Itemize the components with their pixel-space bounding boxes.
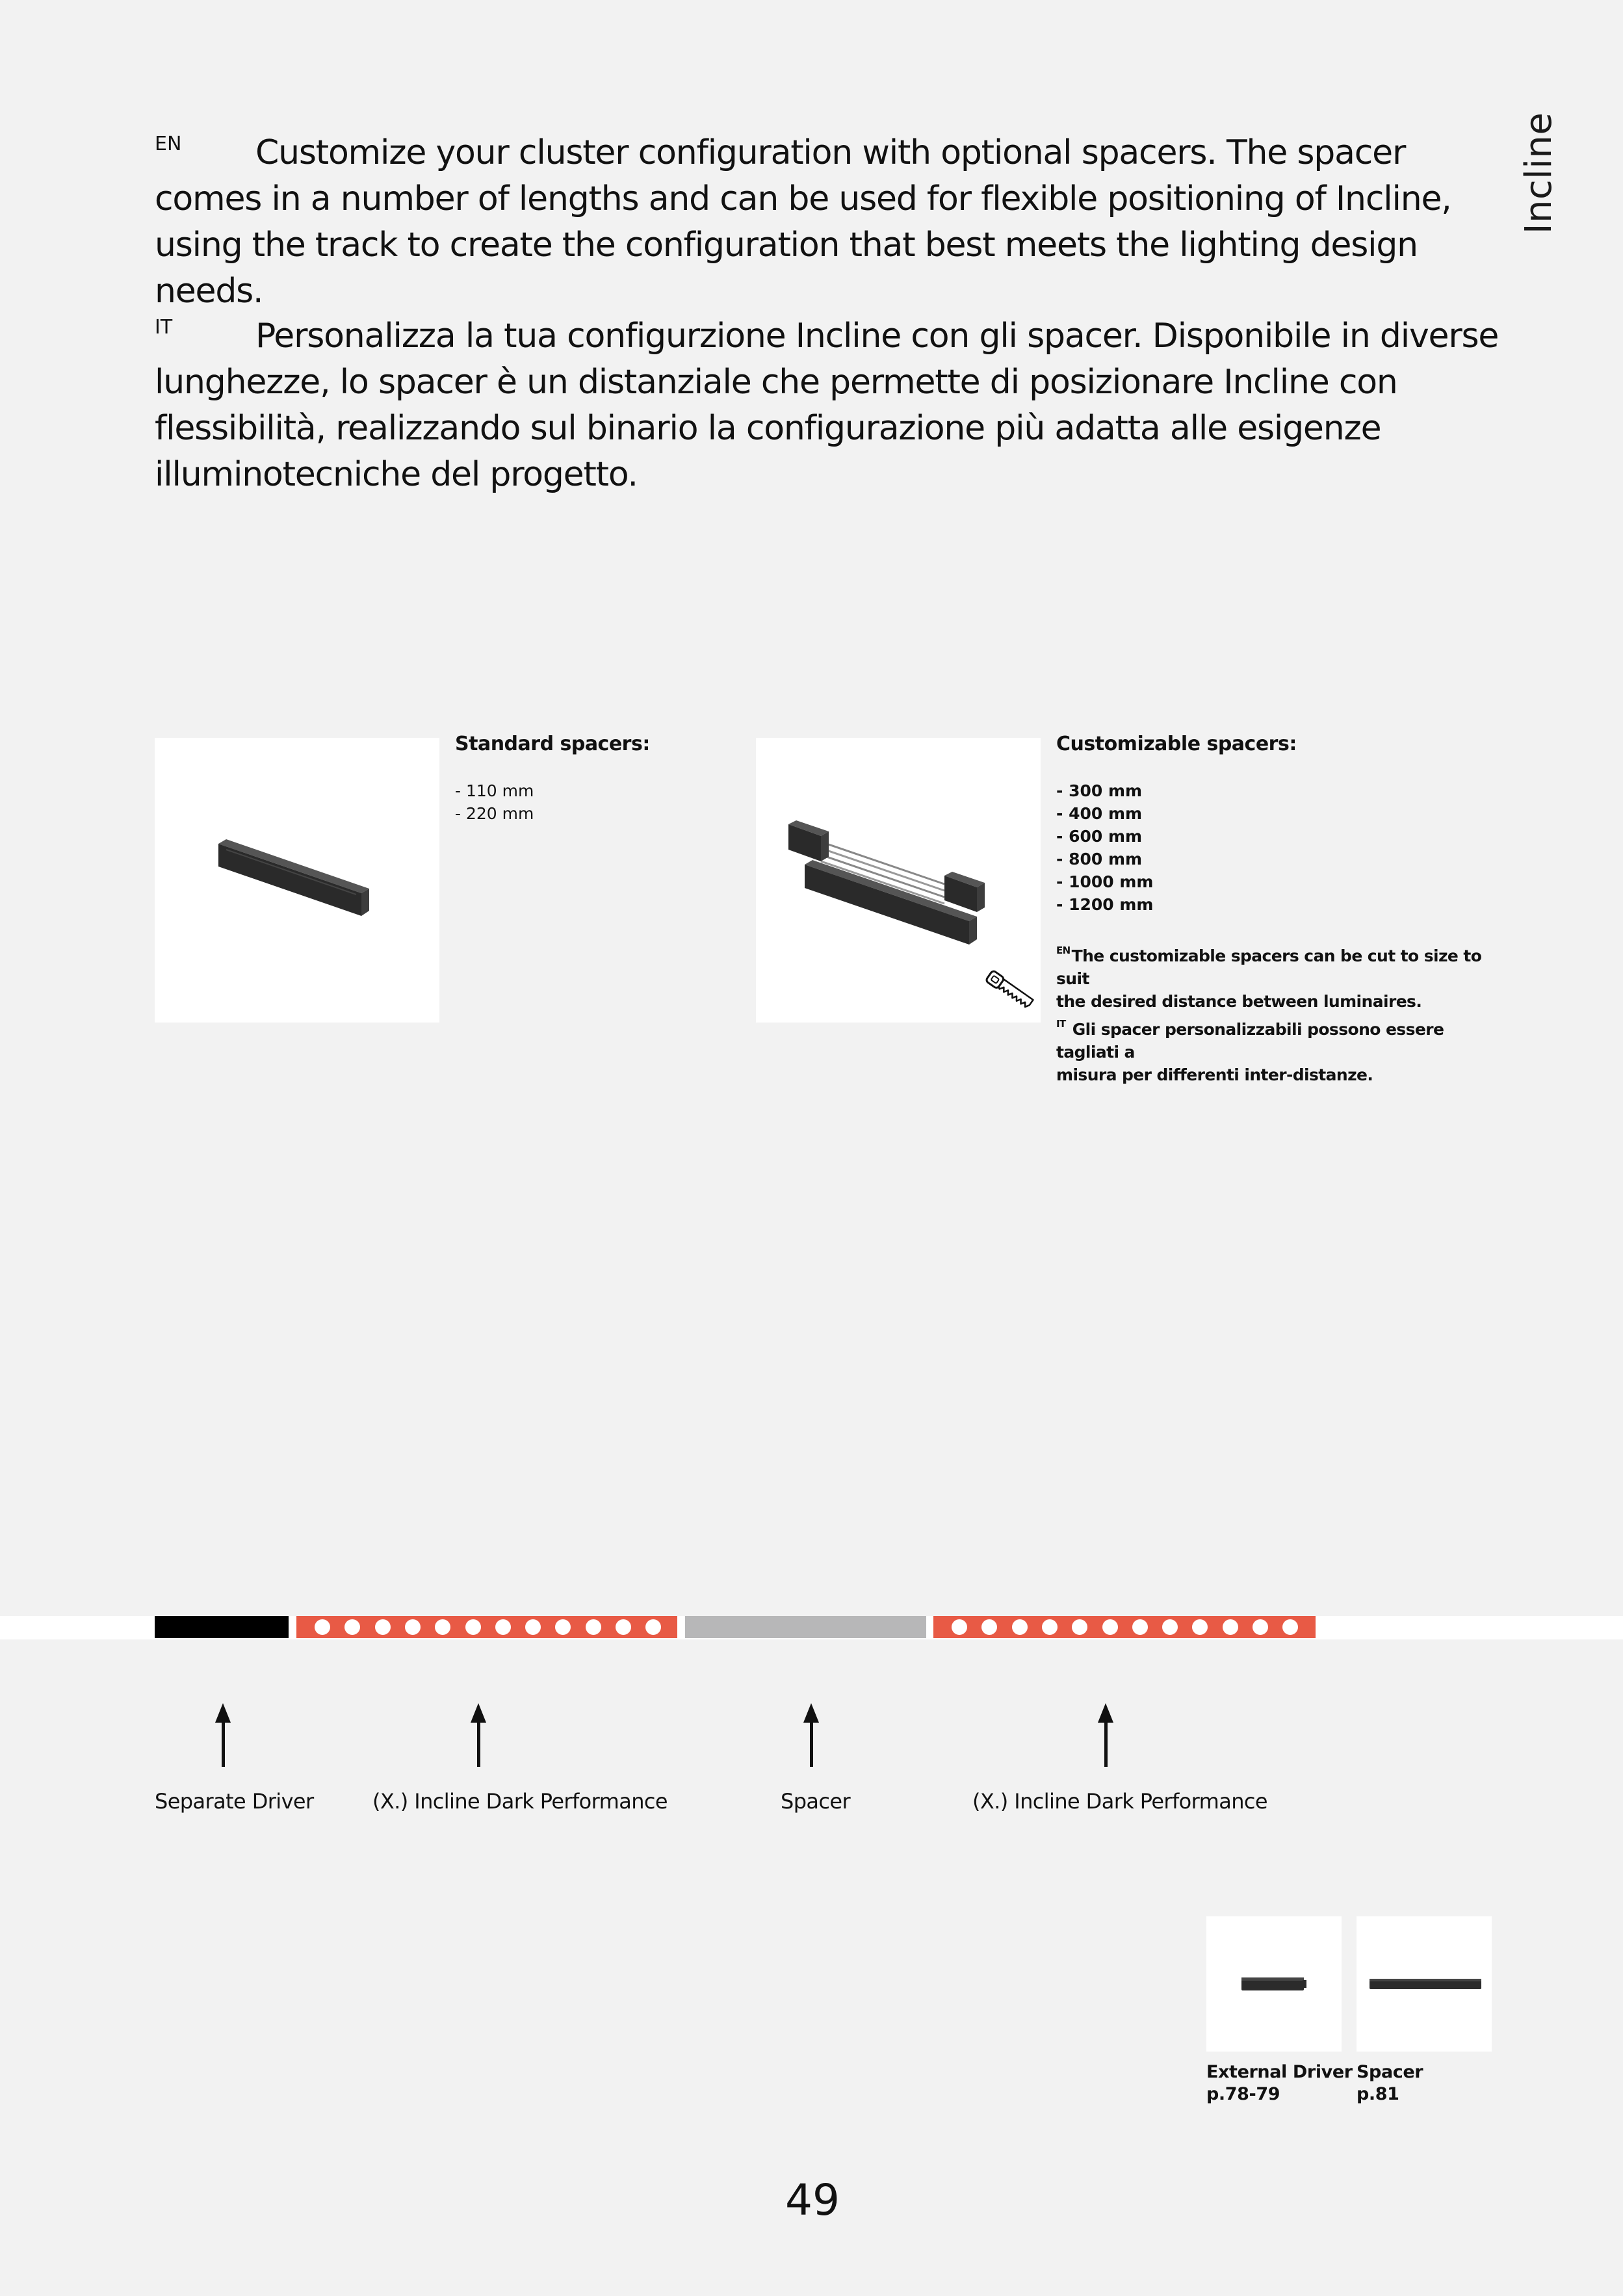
spacer-segment — [685, 1616, 926, 1638]
led-dot — [1223, 1619, 1238, 1635]
led-dot — [616, 1619, 631, 1635]
led-dot — [1253, 1619, 1268, 1635]
lang-tag-en: EN — [1056, 945, 1071, 956]
lang-tag-it: IT — [155, 316, 173, 339]
ref-spacer[interactable] — [1357, 2061, 1423, 2106]
intro-it — [155, 304, 1500, 498]
led-dot — [375, 1619, 391, 1635]
led-dot — [465, 1619, 481, 1635]
spacer-product-icon — [1357, 1916, 1492, 2052]
customizable-note — [1056, 939, 1511, 1086]
arrow-up-icon — [471, 1703, 486, 1768]
list-item: - 1000 mm — [1056, 872, 1154, 891]
list-item: - 1200 mm — [1056, 895, 1154, 914]
standard-spacer-image — [155, 738, 439, 1023]
list-item: - 800 mm — [1056, 850, 1143, 868]
standard-spacers-heading: Standard spacers: — [455, 733, 650, 755]
spacer-product-icon — [155, 738, 439, 1023]
label-luminaire-1: (X.) Incline Dark Performance — [372, 1789, 668, 1814]
label-luminaire-2: (X.) Incline Dark Performance — [972, 1789, 1267, 1814]
led-dot — [1192, 1619, 1208, 1635]
led-dot — [344, 1619, 360, 1635]
note-en-line-1: The customizable spacers can be cut to size to suit — [1056, 946, 1482, 988]
lang-tag-it: IT — [1056, 1018, 1066, 1030]
led-dot — [1102, 1619, 1118, 1635]
arrow-up-icon — [1098, 1703, 1113, 1768]
driver-product-icon — [1206, 1916, 1342, 2052]
note-it-line-1: Gli spacer personalizzabili possono essere tagliati a — [1056, 1020, 1444, 1062]
led-dot — [1282, 1619, 1298, 1635]
arrow-up-icon — [215, 1703, 231, 1768]
section-title: Incline — [1518, 112, 1560, 234]
saw-icon — [978, 969, 1037, 1021]
intro-en-text: Customize your cluster configuration with optional spacers. The spacer comes in a number of lengths and can be used for flexible positioning of Incline, using the track to create the configuration that best meets the lighting design needs. — [155, 133, 1451, 311]
page-number: 49 — [785, 2175, 840, 2225]
list-item: - 600 mm — [1056, 827, 1143, 846]
note-it-line-2: misura per differenti inter-distanze. — [1056, 1065, 1373, 1084]
led-dot — [525, 1619, 541, 1635]
ref-page: p.78-79 — [1206, 2084, 1280, 2104]
led-dot — [495, 1619, 511, 1635]
arrow-up-icon — [803, 1703, 819, 1768]
led-dot — [405, 1619, 421, 1635]
driver-segment — [155, 1616, 289, 1638]
led-dot — [1042, 1619, 1058, 1635]
luminaire-segment-2 — [933, 1616, 1316, 1638]
led-dot — [435, 1619, 450, 1635]
led-dot — [1162, 1619, 1178, 1635]
label-spacer: Spacer — [781, 1789, 851, 1814]
ref-title: External Driver — [1206, 2062, 1353, 2082]
list-item: - 110 mm — [455, 781, 534, 800]
led-dot — [315, 1619, 330, 1635]
led-dot — [586, 1619, 601, 1635]
label-separate-driver: Separate Driver — [155, 1789, 314, 1814]
external-driver-thumbnail — [1206, 1916, 1342, 2052]
luminaire-segment-1 — [296, 1616, 677, 1638]
lang-tag-en: EN — [155, 133, 182, 155]
led-dot — [1132, 1619, 1148, 1635]
ref-page: p.81 — [1357, 2084, 1399, 2104]
list-item: - 220 mm — [455, 804, 534, 823]
list-item: - 400 mm — [1056, 804, 1143, 823]
intro-it-text: Personalizza la tua configurzione Incline con gli spacer. Disponibile in diverse lunghezze, lo spacer è un distanziale che permette di posizionare Incline con flessibilità, realizzando sul binario la configurazione più adatta alle esigenze illuminotecniche del progetto. — [155, 317, 1499, 494]
list-item: - 300 mm — [1056, 781, 1143, 800]
spacer-thumbnail — [1357, 1916, 1492, 2052]
note-en-line-2: the desired distance between luminaires. — [1056, 992, 1422, 1011]
led-dot — [981, 1619, 997, 1635]
ref-title: Spacer — [1357, 2062, 1423, 2082]
ref-external-driver[interactable] — [1206, 2061, 1353, 2106]
customizable-spacers-heading: Customizable spacers: — [1056, 733, 1297, 755]
standard-spacers-list — [455, 779, 534, 825]
customizable-spacers-list — [1056, 779, 1153, 916]
led-dot — [1072, 1619, 1087, 1635]
intro-en — [155, 121, 1500, 315]
led-dot — [645, 1619, 661, 1635]
led-dot — [555, 1619, 571, 1635]
led-dot — [1012, 1619, 1028, 1635]
led-dot — [952, 1619, 967, 1635]
